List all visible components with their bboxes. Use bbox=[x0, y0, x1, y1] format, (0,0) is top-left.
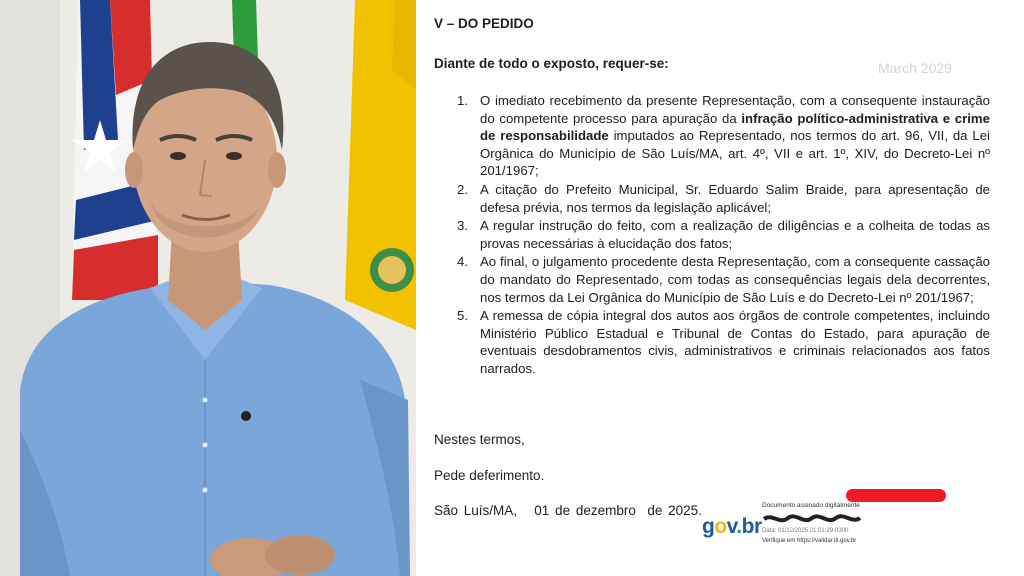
speaker-photo bbox=[0, 0, 416, 576]
list-item bbox=[434, 92, 990, 180]
item-text: Ao final, o julgamento procedente desta Representação, com a consequente cassação do mandato do Representado, com todas as consequências legais dela decorrentes, nos termos da Lei Orgânica do Município de São Luís e do Decreto-Lei nº 201/1967; bbox=[480, 254, 990, 305]
signature-label: Documento assinado digitalmente bbox=[762, 502, 860, 509]
speaker-illustration bbox=[0, 0, 416, 576]
item-text-pre: O imediato recebimento da presente Representação, com a consequente instauração do competente processo para apuração da bbox=[480, 93, 990, 126]
item-number: 3. bbox=[457, 218, 468, 234]
list-item bbox=[434, 217, 990, 252]
list-item bbox=[434, 307, 990, 377]
signature-date: Data: 01/12/2025 21:01:29-0300 bbox=[762, 528, 849, 534]
item-number: 5. bbox=[457, 308, 468, 324]
govbr-logo: gov.br bbox=[702, 515, 762, 538]
watermark-date: March 2029 bbox=[878, 60, 952, 76]
item-text-post: imputados ao Representado, nos termos do art. 96, VII, da Lei Orgânica do Município de São Luís/MA, art. 4º, VII e art. 1º, XIV, do Decreto-Lei nº 201/1967; bbox=[480, 128, 990, 179]
item-text: A remessa de cópia integral dos autos aos órgãos de controle competentes, incluindo Ministério Público Estadual e Tribunal de Contas do Estado, para apuração de eventuais desdobramentos civis, administrativos e criminais relacionados aos fatos narrados. bbox=[480, 308, 990, 376]
signature-verify-link[interactable]: Verifique em https://validar.iti.gov.br bbox=[762, 538, 857, 544]
legal-document bbox=[416, 0, 1024, 576]
list-item bbox=[434, 253, 990, 306]
redaction-mark bbox=[846, 489, 946, 502]
section-title: V – DO PEDIDO bbox=[434, 16, 534, 31]
place-date: São Luís/MA, 01 de dezembro de 2025. bbox=[434, 503, 702, 518]
request-list bbox=[434, 92, 990, 379]
redacted-signer-name bbox=[762, 512, 862, 526]
list-item bbox=[434, 181, 990, 216]
closing-request: Pede deferimento. bbox=[434, 468, 545, 483]
item-text: A regular instrução do feito, com a realização de diligências e a colheita de todas as provas necessárias à elucidação dos fatos; bbox=[480, 218, 990, 251]
item-text-bold: infração político-administrativa e crime de responsabilidade bbox=[480, 110, 990, 144]
item-number: 4. bbox=[457, 254, 468, 270]
item-number: 1. bbox=[457, 93, 468, 108]
intro-text: Diante de todo o exposto, requer-se: bbox=[434, 56, 669, 71]
item-text: A citação do Prefeito Municipal, Sr. Eduardo Salim Braide, para apresentação de defesa prévia, nos termos da legislação aplicável; bbox=[480, 181, 990, 215]
item-number: 2. bbox=[457, 181, 468, 197]
sao-luis-flag bbox=[345, 0, 416, 330]
closing-text: Nestes termos, bbox=[434, 432, 525, 447]
